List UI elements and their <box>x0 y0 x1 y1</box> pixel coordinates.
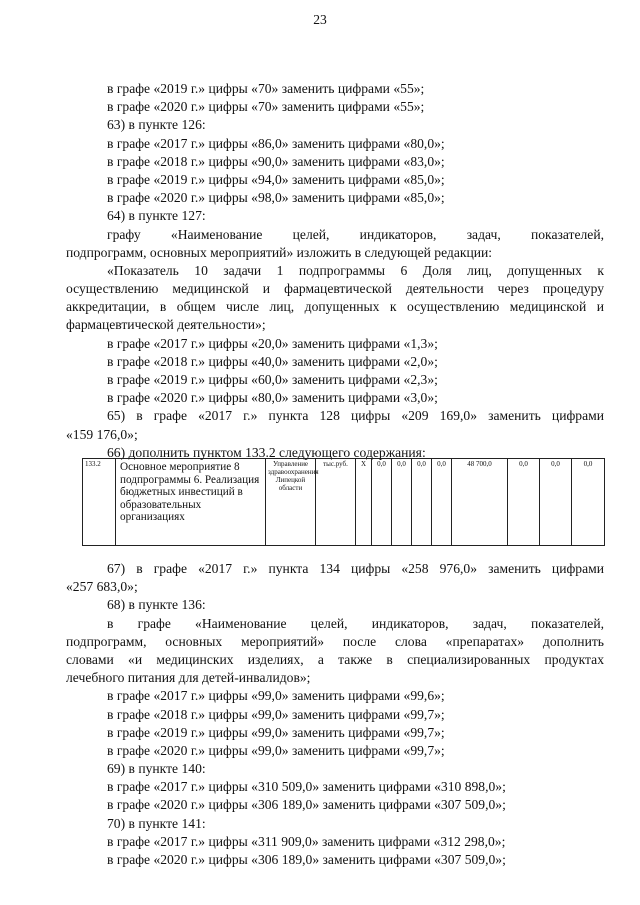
text-line: в графе «2020 г.» цифры «98,0» заменить цифрами «85,0»; <box>107 190 445 206</box>
text-line: 65) в графе «2017 г.» пункта 128 цифры «209 169,0» заменить цифрами <box>107 408 604 424</box>
cell-executor: Управление здравоохранения Липецкой области <box>266 459 316 546</box>
cell-number: 133.2 <box>83 459 116 546</box>
cell-mark: X <box>356 459 372 546</box>
page-number: 23 <box>313 12 327 27</box>
text-line: в графе «2018 г.» цифры «90,0» заменить цифрами «83,0»; <box>107 153 445 169</box>
inserted-table-row-133-2 <box>82 458 605 546</box>
text-line: в графе «2018 г.» цифры «99,0» заменить цифрами «99,7»; <box>107 706 445 722</box>
cell-value: 0,0 <box>372 459 392 546</box>
text-line: в графе «2019 г.» цифры «99,0» заменить цифрами «99,7»; <box>107 724 445 740</box>
text-line: в графе «2019 г.» цифры «70» заменить цифрами «55»; <box>107 81 425 96</box>
text-line: в графе «2020 г.» цифры «306 189,0» заменить цифрами «307 509,0»; <box>107 852 506 867</box>
text-line: в графе «2017 г.» цифры «86,0» заменить цифрами «80,0»; <box>107 135 445 151</box>
text-line: в графе «2017 г.» цифры «99,0» заменить цифрами «99,6»; <box>107 688 445 704</box>
text-line: в графе «2017 г.» цифры «311 909,0» заменить цифрами «312 298,0»; <box>107 833 506 849</box>
cell-value: 0,0 <box>572 459 605 546</box>
text-line: в графе «2020 г.» цифры «99,0» заменить цифрами «99,7»; <box>107 742 445 758</box>
text-line: лечебного питания для детей-инвалидов»; <box>66 670 311 686</box>
cell-value: 0,0 <box>508 459 540 546</box>
text-line: подпрограмм, основных мероприятий» изложить в следующей редакции: <box>66 244 493 260</box>
text-line: в графе «Наименование целей, индикаторов, задач, показателей, <box>107 615 604 631</box>
text-line: аккредитации, в общем числе лиц, допущенных к осуществлению медицинской и <box>66 299 604 315</box>
cell-value: 48 700,0 <box>452 459 508 546</box>
text-line: 67) в графе «2017 г.» пункта 134 цифры «258 976,0» заменить цифрами <box>107 561 604 576</box>
text-line: в графе «2019 г.» цифры «94,0» заменить цифрами «85,0»; <box>107 171 445 187</box>
text-line: графу «Наименование целей, индикаторов, задач, показателей, <box>107 226 604 242</box>
amendments-top <box>66 80 604 462</box>
cell-value: 0,0 <box>540 459 572 546</box>
text-line: фармацевтической деятельности»; <box>66 317 266 333</box>
cell-unit: тыс.руб. <box>316 459 356 546</box>
text-line: 63) в пункте 126: <box>107 117 206 133</box>
text-line: 68) в пункте 136: <box>107 597 206 613</box>
text-line: в графе «2020 г.» цифры «70» заменить цифрами «55»; <box>107 99 425 115</box>
text-line: в графе «2018 г.» цифры «40,0» заменить цифрами «2,0»; <box>107 353 438 369</box>
text-line: «Показатель 10 задачи 1 подпрограммы 6 Доля лиц, допущенных к <box>107 262 604 278</box>
text-line: осуществлению медицинской и фармацевтической деятельности через процедуру <box>66 281 604 297</box>
cell-value: 0,0 <box>432 459 452 546</box>
cell-value: 0,0 <box>392 459 412 546</box>
table-row <box>83 459 605 546</box>
text-line: в графе «2020 г.» цифры «306 189,0» заменить цифрами «307 509,0»; <box>107 797 506 813</box>
text-line: в графе «2017 г.» цифры «20,0» заменить цифрами «1,3»; <box>107 335 438 351</box>
text-line: 66) дополнить пунктом 133.2 следующего содержания: <box>107 444 426 460</box>
text-line: «159 176,0»; <box>66 426 138 442</box>
text-line: 69) в пункте 140: <box>107 761 206 777</box>
cell-name: Основное мероприятие 8 подпрограммы 6. Реализация бюджетных инвестиций в образовательных организациях <box>116 459 266 546</box>
text-line: «257 683,0»; <box>66 579 138 595</box>
cell-value: 0,0 <box>412 459 432 546</box>
text-line: в графе «2020 г.» цифры «80,0» заменить цифрами «3,0»; <box>107 390 438 406</box>
text-line: 64) в пункте 127: <box>107 208 206 224</box>
text-line: в графе «2019 г.» цифры «60,0» заменить цифрами «2,3»; <box>107 372 438 387</box>
text-line: словами «и медицинских изделиях, а также в специализированных продуктах <box>66 651 604 667</box>
text-line: в графе «2017 г.» цифры «310 509,0» заменить цифрами «310 898,0»; <box>107 779 506 795</box>
text-line: 70) в пункте 141: <box>107 815 206 831</box>
amendments-bottom <box>66 560 604 869</box>
text-line: подпрограмм, основных мероприятий» после слова «препаратах» дополнить <box>66 633 604 649</box>
